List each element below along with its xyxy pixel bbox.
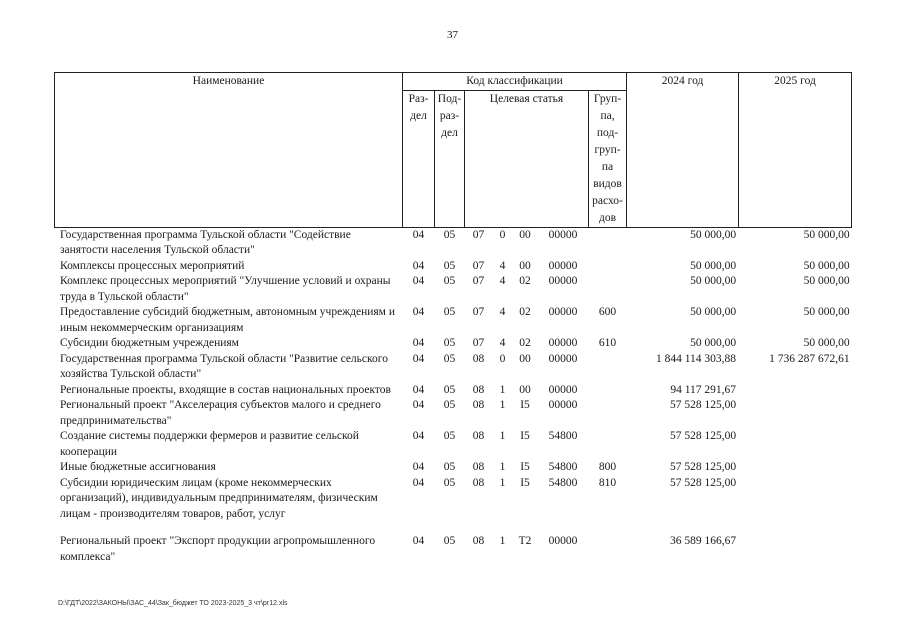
cell-rz: 04 — [412, 306, 425, 318]
cell-pr: 05 — [443, 476, 456, 489]
cell-y2025 — [739, 476, 852, 523]
cell-cs2: 1 — [499, 383, 506, 396]
cell-cs1: 07 — [472, 337, 485, 349]
table-row — [55, 227, 852, 259]
cell-name: Региональный проект "Акселерация субъектов малого и среднего предпринимательства" — [60, 399, 381, 427]
cell-rz: 04 — [412, 430, 425, 442]
cell-cs3: 00 — [519, 352, 531, 365]
header-name: Наименование — [55, 73, 403, 228]
cell-y2025: 50 000,00 — [803, 306, 850, 318]
cell-name: Предоставление субсидий бюджетным, автономным учреждениям и иным некоммерческим организациям — [60, 306, 395, 334]
cell-y2024: 50 000,00 — [690, 337, 737, 349]
cell-cs4: 00000 — [548, 337, 578, 349]
cell-pr: 05 — [443, 399, 456, 411]
cell-y2024: 57 528 125,00 — [669, 461, 737, 473]
cell-cs3: I5 — [520, 461, 530, 473]
table-row — [55, 274, 852, 305]
table-row — [55, 305, 852, 336]
cell-cs4: 54800 — [548, 430, 578, 442]
cell-name: Государственная программа Тульской области "Содействие занятости населения Тульской области" — [60, 228, 351, 256]
cell-pr: 05 — [443, 430, 456, 442]
cell-pr: 05 — [443, 461, 456, 473]
cell-pr: 05 — [443, 306, 456, 318]
cell-name: Субсидии бюджетным учреждениям — [60, 337, 239, 349]
table-row — [55, 398, 852, 429]
cell-y2024: 50 000,00 — [690, 306, 737, 318]
cell-cs2: 1 — [499, 399, 506, 411]
cell-rz: 04 — [412, 399, 425, 411]
table-row — [55, 534, 852, 565]
cell-cs4: 00000 — [548, 383, 578, 396]
cell-pr: 05 — [443, 352, 456, 365]
cell-cs2: 1 — [499, 535, 506, 547]
cell-name: Иные бюджетные ассигнования — [60, 461, 216, 473]
cell-cs1: 07 — [472, 306, 485, 318]
table-row — [55, 460, 852, 476]
cell-y2024: 57 528 125,00 — [669, 430, 737, 442]
cell-cs1: 07 — [472, 259, 485, 272]
cell-rz: 04 — [412, 383, 425, 396]
header-code-group: Код классификации — [403, 73, 627, 91]
cell-vr — [589, 227, 627, 259]
cell-pr: 05 — [443, 337, 456, 349]
spacer-cell — [55, 522, 852, 534]
header-target-article: Целевая статья — [465, 90, 589, 227]
cell-cs4: 00000 — [548, 228, 578, 241]
cell-pr: 05 — [443, 275, 456, 287]
cell-cs4: 00000 — [548, 399, 578, 411]
table-header — [55, 73, 852, 228]
cell-cs2: 4 — [499, 275, 506, 287]
table-row — [55, 383, 852, 399]
cell-y2025 — [739, 398, 852, 429]
cell-vr — [589, 274, 627, 305]
cell-cs3: 02 — [519, 337, 531, 349]
cell-vr — [589, 383, 627, 399]
cell-name: Комплекс процессных мероприятий "Улучшение условий и охраны труда в Тульской области" — [60, 275, 391, 303]
cell-cs3: 00 — [519, 259, 531, 272]
table-row — [55, 352, 852, 383]
header-year-2025: 2025 год — [739, 73, 852, 228]
cell-name: Региональный проект "Экспорт продукции агропромышленного комплекса" — [60, 535, 376, 563]
cell-cs3: I5 — [520, 476, 530, 489]
footer-file-path: D:\ГДТ\2022\ЗАКОНЫ\ЗАС_44\Зак_бюджет ТО 2023-2025_3 чт\рг12.xls — [58, 600, 288, 607]
cell-rz: 04 — [412, 259, 425, 272]
cell-y2025 — [739, 460, 852, 476]
cell-y2024: 50 000,00 — [690, 259, 737, 272]
cell-y2024: 36 589 166,67 — [669, 535, 737, 547]
cell-y2025 — [739, 383, 852, 399]
cell-cs3: 00 — [519, 383, 531, 396]
cell-y2025: 50 000,00 — [803, 228, 850, 241]
cell-y2024: 57 528 125,00 — [669, 476, 737, 489]
cell-cs1: 07 — [472, 275, 485, 287]
cell-cs2: 1 — [499, 476, 506, 489]
cell-rz: 04 — [412, 476, 425, 489]
table-row — [55, 336, 852, 352]
cell-pr: 05 — [443, 535, 456, 547]
cell-cs1: 08 — [472, 430, 485, 442]
cell-cs2: 1 — [499, 430, 506, 442]
cell-cs1: 08 — [472, 535, 485, 547]
header-group: Груп- па, под- груп- па видов расхо- дов — [589, 90, 627, 227]
cell-vr — [589, 534, 627, 565]
cell-rz: 04 — [412, 337, 425, 349]
cell-y2025: 50 000,00 — [803, 259, 850, 272]
cell-y2025: 1 736 287 672,61 — [769, 352, 850, 365]
cell-y2024: 50 000,00 — [690, 275, 737, 287]
page-number: 37 — [447, 29, 458, 41]
cell-y2024: 50 000,00 — [690, 228, 737, 241]
cell-cs1: 07 — [472, 228, 485, 241]
spacer-row — [55, 522, 852, 534]
cell-rz: 04 — [412, 461, 425, 473]
cell-vr — [589, 259, 627, 275]
cell-cs3: T2 — [518, 535, 532, 547]
cell-rz: 04 — [412, 228, 425, 241]
cell-vr: 600 — [598, 306, 617, 318]
cell-rz: 04 — [412, 275, 425, 287]
table-row — [55, 429, 852, 460]
cell-pr: 05 — [443, 383, 456, 396]
cell-vr: 610 — [598, 337, 617, 349]
cell-cs2: 0 — [499, 352, 506, 365]
table-body — [55, 227, 852, 565]
cell-cs1: 08 — [472, 352, 485, 365]
cell-cs4: 00000 — [548, 352, 578, 365]
cell-cs1: 08 — [472, 383, 485, 396]
cell-name: Комплексы процессных мероприятий — [60, 259, 245, 272]
table-row — [55, 259, 852, 275]
cell-cs2: 4 — [499, 337, 506, 349]
cell-pr: 05 — [443, 259, 456, 272]
cell-name: Региональные проекты, входящие в состав национальных проектов — [60, 383, 391, 396]
cell-vr — [589, 352, 627, 383]
cell-y2024: 57 528 125,00 — [669, 399, 737, 411]
cell-rz: 04 — [412, 535, 425, 547]
cell-cs2: 0 — [499, 228, 506, 241]
cell-cs1: 08 — [472, 461, 485, 473]
cell-y2025 — [739, 534, 852, 565]
cell-y2025: 50 000,00 — [803, 275, 850, 287]
header-podrazdel: Под- раз- дел — [435, 90, 465, 227]
budget-table — [54, 72, 852, 565]
cell-cs4: 00000 — [548, 535, 578, 547]
cell-cs4: 00000 — [548, 259, 578, 272]
cell-cs4: 00000 — [548, 306, 578, 318]
cell-name: Создание системы поддержки фермеров и развитие сельской кооперации — [60, 430, 359, 458]
cell-cs4: 00000 — [548, 275, 578, 287]
cell-cs4: 54800 — [548, 461, 578, 473]
cell-cs2: 4 — [499, 306, 506, 318]
cell-cs4: 54800 — [548, 476, 578, 489]
cell-pr: 05 — [443, 228, 456, 241]
cell-vr — [589, 429, 627, 460]
cell-cs3: I5 — [520, 430, 530, 442]
cell-cs1: 08 — [472, 399, 485, 411]
cell-cs1: 08 — [472, 476, 485, 489]
cell-y2025 — [739, 429, 852, 460]
cell-cs3: 02 — [519, 306, 531, 318]
cell-name: Субсидии юридическим лицам (кроме некоммерческих организаций), индивидуальным предпринимателям, физическим лицам - производителям товаров, работ, услуг — [60, 476, 378, 520]
header-razdel: Раз- дел — [403, 90, 435, 227]
cell-vr — [589, 398, 627, 429]
table-row — [55, 476, 852, 523]
cell-vr: 810 — [598, 476, 617, 489]
cell-cs2: 1 — [499, 461, 506, 473]
cell-name: Государственная программа Тульской области "Развитие сельского хозяйства Тульской области" — [60, 352, 388, 380]
cell-rz: 04 — [412, 352, 425, 365]
cell-y2025: 50 000,00 — [803, 337, 850, 349]
cell-cs3: 00 — [519, 228, 531, 241]
cell-vr: 800 — [598, 461, 617, 473]
cell-y2024: 94 117 291,67 — [670, 383, 737, 396]
cell-cs2: 4 — [499, 259, 506, 272]
cell-cs3: 02 — [519, 275, 531, 287]
cell-cs3: I5 — [520, 399, 530, 411]
cell-y2024: 1 844 114 303,88 — [655, 352, 737, 365]
header-year-2024: 2024 год — [627, 73, 739, 228]
